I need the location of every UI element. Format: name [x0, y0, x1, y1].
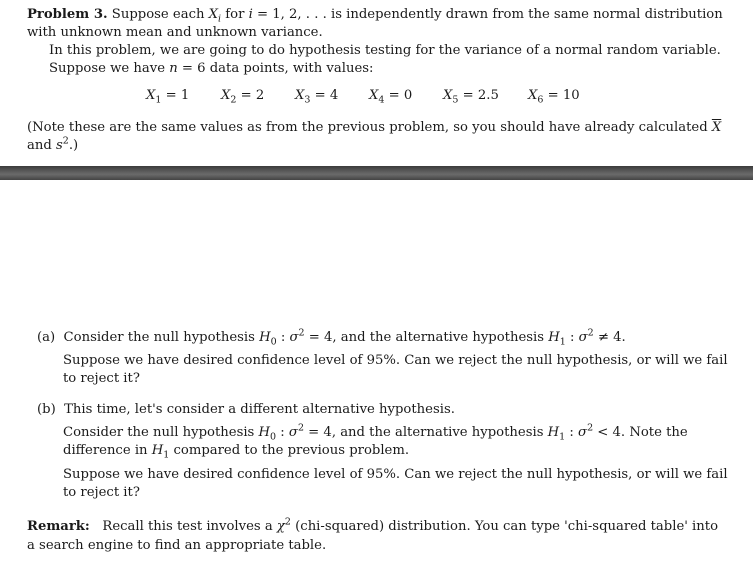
- part-a-line-1: (a) Consider the null hypothesis $H_0$ : $\sigma^2 = 4$, and the alternative hypothesis $H_1$ : $\sigma^2 \ne 4$.: [37, 327, 626, 348]
- note-line-2: and $s^2$.): [27, 135, 79, 153]
- part-b-hyp-line-1: Consider the null hypothesis $H_0$ : $\sigma^2 = 4$, and the alternative hypothesis $H_1$ : $\sigma^2 < 4$. Note the: [63, 422, 688, 443]
- data-values: [0, 86, 753, 106]
- part-a-question-line-1: Suppose we have desired confidence level of 95%. Can we reject the null hypothesis, or will we fail: [63, 353, 728, 368]
- value-x2: $X_2 = 2$: [221, 88, 265, 106]
- remark-line-1: Remark: Recall this test involves a $\chi^2$ (chi-squared) distribution. You can type 'chi-squared table' into: [27, 516, 719, 534]
- value-x6: $X_6 = 10$: [528, 88, 580, 106]
- part-b-line-1: (b) This time, let's consider a different alternative hypothesis.: [37, 402, 455, 417]
- part-a-question-line-2: to reject it?: [63, 371, 140, 386]
- problem-line-1: Problem 3. Suppose each $X_i$ for i = 1, 2, . . . is independently drawn from the same normal distribution: [27, 7, 723, 25]
- note-line-1: (Note these are the same values as from the previous problem, so you should have already calculated $\overline{X}$: [27, 120, 722, 135]
- value-x1: $X_1 = 1$: [146, 88, 190, 106]
- part-b-hyp-line-2: difference in $H_1$ compared to the previous problem.: [63, 443, 410, 461]
- value-x3: $X_3 = 4$: [295, 88, 339, 106]
- problem-line-3: In this problem, we are going to do hypothesis testing for the variance of a normal random variable.: [49, 43, 721, 58]
- part-b-label: (b): [37, 402, 56, 417]
- problem-line-2: with unknown mean and unknown variance.: [27, 25, 323, 40]
- part-b-question-line-1: Suppose we have desired confidence level of 95%. Can we reject the null hypothesis, or will we fail: [63, 467, 728, 482]
- part-a-label: (a): [37, 330, 56, 345]
- problem-label: Problem 3.: [27, 7, 108, 22]
- part-b-question-line-2: to reject it?: [63, 485, 140, 500]
- remark-line-2: a search engine to find an appropriate table.: [27, 538, 327, 553]
- section-divider: [0, 166, 753, 180]
- problem-line-4: Suppose we have n = 6 data points, with values:: [49, 61, 374, 76]
- value-x4: $X_4 = 0$: [369, 88, 413, 106]
- remark-label: Remark:: [27, 519, 90, 534]
- value-x5: $X_5 = 2.5$: [443, 88, 499, 106]
